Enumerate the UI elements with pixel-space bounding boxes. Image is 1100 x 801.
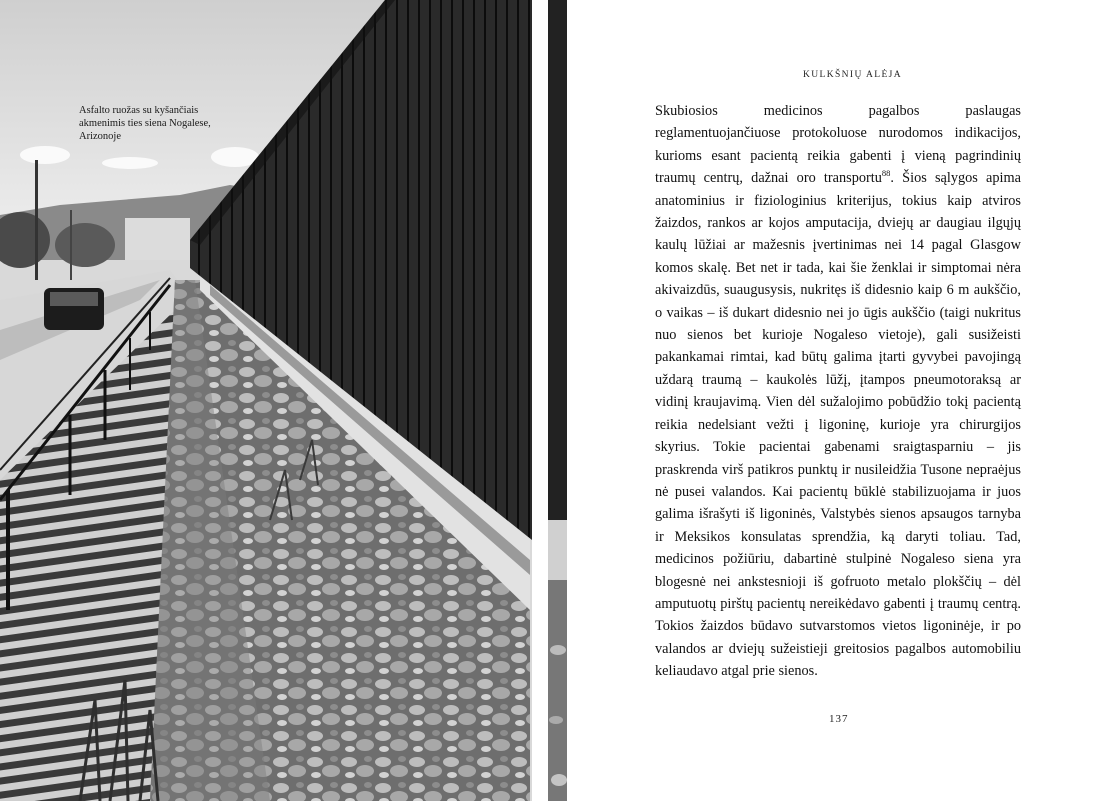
photo-caption: Asfalto ruožas su kyšančiais akmenimis ties siena Nogalese, Arizonoje	[79, 105, 211, 142]
border-wall-photo	[0, 0, 532, 801]
footnote-reference[interactable]: 88	[881, 168, 891, 179]
running-head: KULKŠNIŲ ALĖJA	[803, 70, 903, 80]
body-text-part-1: Skubiosios medicinos pagalbos paslaugas reglamentuojančiuose protokoluose nurodomos indikacijos, kurioms esant pacientą reikia gabenti į vieną pagrindinių traumų centrų, dažnai oro transportu	[655, 103, 1021, 187]
page-number: 137	[829, 713, 849, 725]
photo-gutter-strip	[548, 0, 567, 801]
body-paragraph	[655, 100, 1021, 683]
body-text-part-2: . Šios sąlygos apima anatominius ir fiziologinius kriterijus, tokius kaip atviros žaizdos, rankos ar kojos amputacija, dviejų ar daugiau ilgųjų kaulų lūžiai ar mažesnis įvertinimas nei 14 pagal Glasgow komos skalę. Bet net ir tada, kai šie ženklai ir simptomai nėra akivaizdūs, suaugusysis, nukritęs iš didesnio kaip 6 m aukščio, o vaikas – iš dukart didesnio nei jo ūgis aukščio (taigi nukritus nuo sienos bet kurioje Nogaleso vietoje), gali susižeisti pakankamai rimtai, kad būtų galima įtarti gyvybei pavojingą uždarą traumą – kaukolės lūžį, įtampos pneumotoraksą ar vidinį kraujavimą. Vien dėl sužalojimo pobūdžio tokį pacientą reikia nedelsiant vežti į ligoninę, kurioje yra chirurgijos skyrius. Tokie pacientai gabenami sraigtasparniu – jis praskrenda virš patikros punktų ir nusileidžia Tusone nepraėjus nė pusei valandos. Kai pacientų būklė stabilizuojama ir juos galima išrašyti iš ligoninės, Valstybės sienos apsaugos tarnyba ir Meksikos konsulatas sprendžia, ką daryti toliau. Tad, medicinos požiūriu, dabartinė stulpinė Nogaleso siena yra blogesnė nei ankstesnioji iš gofruoto metalo plokščių – dėl amputuotų pirštų pacientų nereikėdavo gabenti į traumų centrą. Tokios žaizdos būdavo sutvarstomos vietos ligoninėje, ir po valandos ar dviejų sužeistieji greitosios pagalbos automobiliu keliaudavo atgal prie sienos.	[655, 170, 1021, 680]
